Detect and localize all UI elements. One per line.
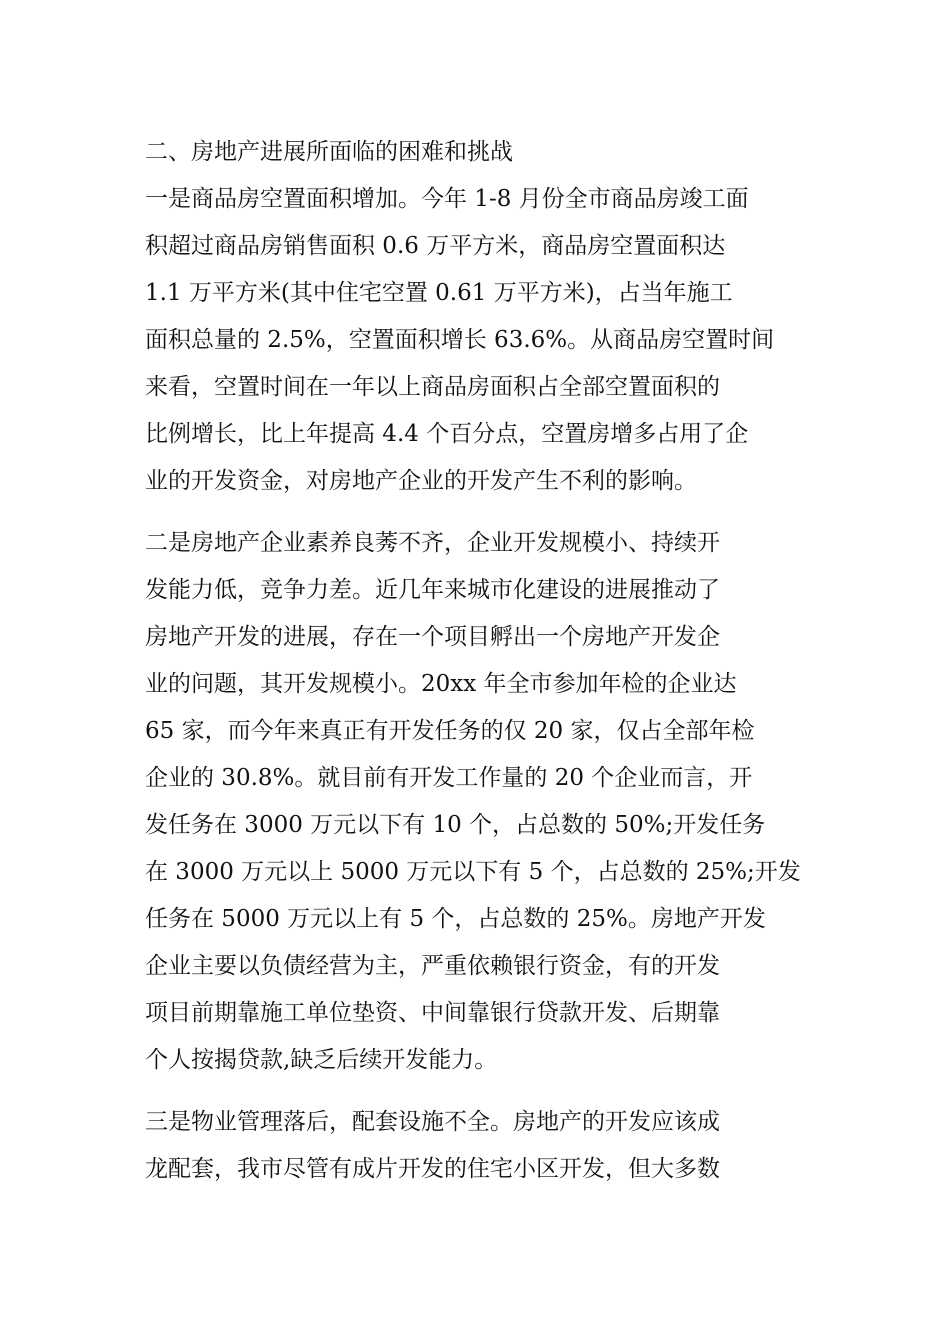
text-line: 龙配套，我市尽管有成片开发的住宅小区开发，但大多数 [145,1156,720,1182]
section-heading: 二、房地产进展所面临的困难和挑战 [145,139,513,165]
text-line: 积超过商品房销售面积 0.6 万平方米，商品房空置面积达 [145,233,726,259]
text-line: 项目前期靠施工单位垫资、中间靠银行贷款开发、后期靠 [145,1000,720,1026]
text-line: 房地产开发的进展，存在一个项目孵出一个房地产开发企 [145,624,720,650]
text-line: 65 家，而今年来真正有开发任务的仅 20 家，仅占全部年检 [145,718,755,744]
text-line: 业的开发资金，对房地产企业的开发产生不利的影响。 [145,468,697,494]
text-line: 个人按揭贷款,缺乏后续开发能力。 [145,1047,498,1073]
text-line: 企业的 30.8%。就目前有开发工作量的 20 个企业而言，开 [145,765,753,791]
text-line: 1.1 万平方米(其中住宅空置 0.61 万平方米)，占当年施工 [145,280,733,306]
text-line: 一是商品房空置面积增加。今年 1-8 月份全市商品房竣工面 [145,186,749,212]
text-line: 来看，空置时间在一年以上商品房面积占全部空置面积的 [145,374,720,400]
text-line: 在 3000 万元以上 5000 万元以下有 5 个，占总数的 25%;开发 [145,859,801,885]
text-line: 面积总量的 2.5%，空置面积增长 63.6%。从商品房空置时间 [145,327,775,353]
text-line: 二是房地产企业素养良莠不齐，企业开发规模小、持续开 [145,530,720,556]
text-line: 发能力低，竞争力差。近几年来城市化建设的进展推动了 [145,577,720,603]
text-line: 三是物业管理落后，配套设施不全。房地产的开发应该成 [145,1109,720,1135]
text-line: 企业主要以负债经营为主，严重依赖银行资金，有的开发 [145,953,720,979]
text-line: 任务在 5000 万元以上有 5 个，占总数的 25%。房地产开发 [145,906,766,932]
text-line: 业的问题，其开发规模小。20xx 年全市参加年检的企业达 [145,671,737,697]
text-line: 发任务在 3000 万元以下有 10 个，占总数的 50%;开发任务 [145,812,766,838]
text-line: 比例增长，比上年提高 4.4 个百分点，空置房增多占用了企 [145,421,749,447]
